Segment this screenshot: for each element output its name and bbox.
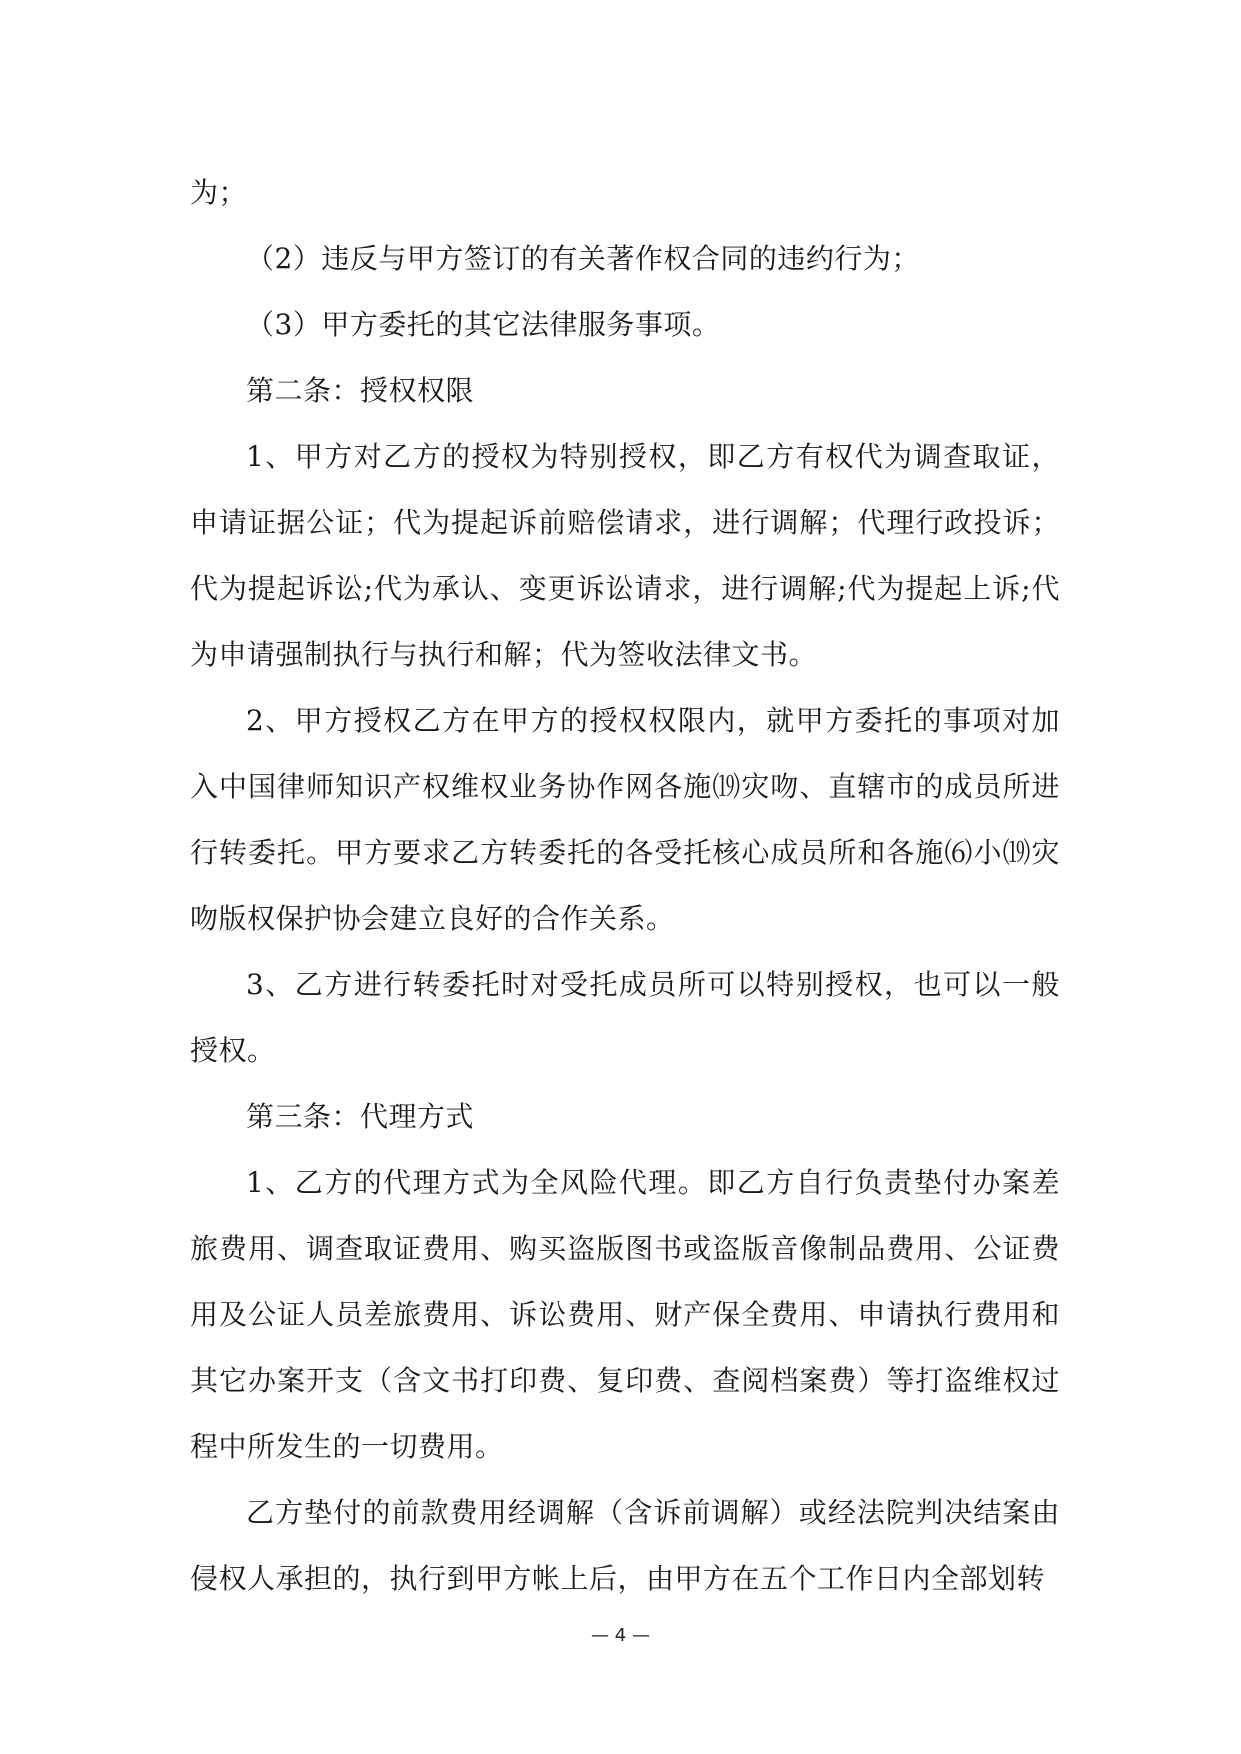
paragraph-item-3: （3）甲方委托的其它法律服务事项。	[246, 308, 721, 341]
paragraph-article-2-clause-1: 1、甲方对乙方的授权为特别授权，即乙方有权代为调查取证，申请证据公证；代为提起诉前赔偿请求，进行调解；代理行政投诉；代为提起诉讼;代为承认、变更诉讼请求，进行调解;代为提起上诉;代为申请强制执行与执行和解；代为签收法律文书。	[190, 440, 1060, 671]
paragraph-article-3-clause-1: 1、乙方的代理方式为全风险代理。即乙方自行负责垫付办案差旅费用、调查取证费用、购买盗版图书或盗版音像制品费用、公证费用及公证人员差旅费用、诉讼费用、财产保全费用、申请执行费用和其它办案开支（含文书打印费、复印费、查阅档案费）等打盗维权过程中所发生的一切费用。	[190, 1166, 1060, 1463]
paragraph-item-2: （2）违反与甲方签订的有关著作权合同的违约行为；	[246, 242, 920, 275]
paragraph-article-2-clause-2: 2、甲方授权乙方在甲方的授权权限内，就甲方委托的事项对加入中国律师知识产权维权业务协作网各施⒆灾吻、直辖市的成员所进行转委托。甲方要求乙方转委托的各受托核心成员所和各施⑹小⒆灾吻版权保护协会建立良好的合作关系。	[190, 704, 1060, 935]
page-number: — 4 —	[591, 1625, 650, 1646]
section-heading-article-2: 第二条：授权权限	[246, 374, 475, 407]
section-heading-article-3: 第三条：代理方式	[246, 1100, 475, 1133]
document-body	[190, 160, 1060, 1612]
paragraph-continuation: 为；	[190, 176, 248, 209]
paragraph-article-2-clause-3: 3、乙方进行转委托时对受托成员所可以特别授权，也可以一般授权。	[190, 968, 1060, 1067]
paragraph-article-3-continuation: 乙方垫付的前款费用经调解（含诉前调解）或经法院判决结案由侵权人承担的，执行到甲方帐上后，由甲方在五个工作日内全部划转	[190, 1496, 1060, 1595]
